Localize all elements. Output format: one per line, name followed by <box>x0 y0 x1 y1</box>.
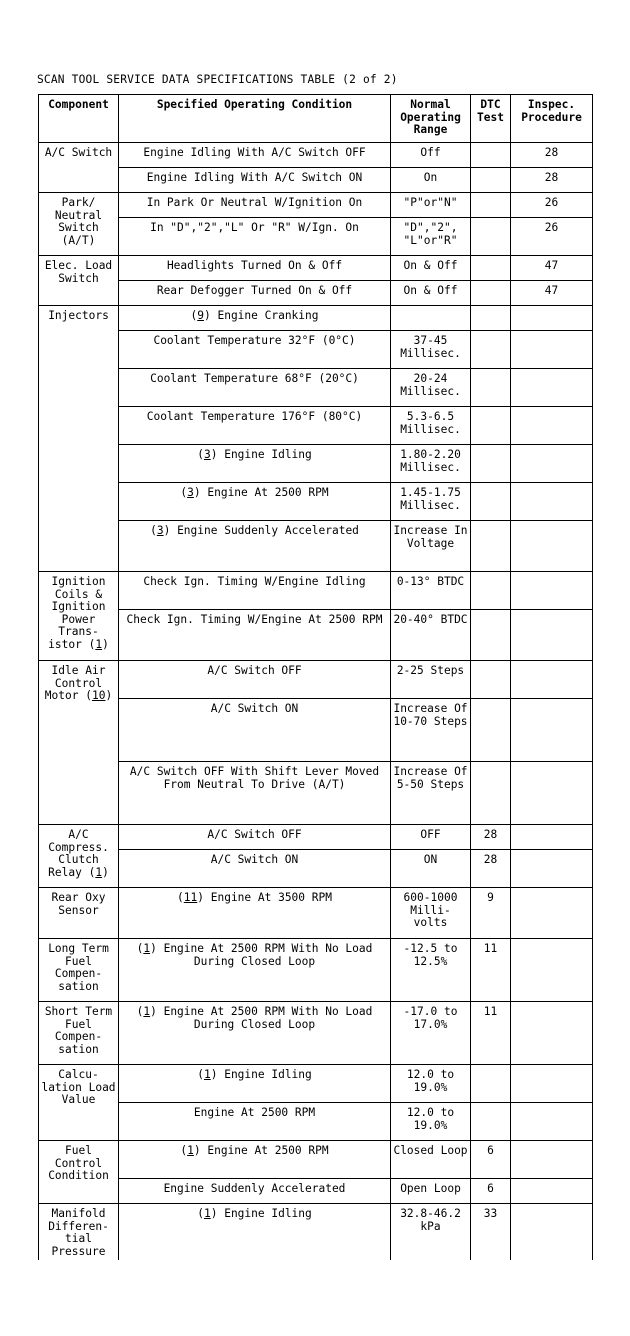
condition-text: Engine At 2500 RPM With No Load During Closed Loop <box>163 1005 373 1031</box>
condition-text: Engine Suddenly Accelerated <box>177 524 359 537</box>
range-cell: OFF <box>391 825 471 850</box>
inspec-cell: 28 <box>511 168 593 193</box>
inspec-cell <box>511 483 593 521</box>
condition-text: Engine At 3500 RPM <box>210 891 332 904</box>
table-row <box>39 143 593 168</box>
table-row <box>39 1103 593 1141</box>
inspec-cell <box>511 521 593 572</box>
component-cell: A/C Compress. Clutch Relay (1) <box>39 825 119 888</box>
range-cell: Increase In Voltage <box>391 521 471 572</box>
footnote-ref: 1 <box>143 1005 151 1018</box>
inspec-cell <box>511 610 593 661</box>
range-cell: 20-24 Millisec. <box>391 369 471 407</box>
table-row <box>39 850 593 888</box>
component-cell: Rear Oxy Sensor <box>39 888 119 939</box>
condition-cell: A/C Switch ON <box>119 699 391 762</box>
dtc-cell <box>471 572 511 610</box>
inspec-cell <box>511 1103 593 1141</box>
inspec-cell <box>511 407 593 445</box>
component-cell: Idle Air Control Motor (10) <box>39 661 119 825</box>
condition-text: Engine At 2500 RPM <box>207 486 329 499</box>
range-cell <box>391 306 471 331</box>
condition-cell: (3) Engine Idling <box>119 445 391 483</box>
inspec-cell <box>511 825 593 850</box>
dtc-cell <box>471 699 511 762</box>
inspec-cell: 26 <box>511 218 593 256</box>
range-cell: 1.45-1.75 Millisec. <box>391 483 471 521</box>
table-row <box>39 445 593 483</box>
dtc-cell <box>471 218 511 256</box>
range-cell: "D","2", "L"or"R" <box>391 218 471 256</box>
range-cell: Increase Of 5-50 Steps <box>391 762 471 825</box>
range-cell: 600-1000 Milli- volts <box>391 888 471 939</box>
condition-text: Engine Idling <box>224 1068 312 1081</box>
range-cell: 20-40° BTDC <box>391 610 471 661</box>
dtc-cell <box>471 143 511 168</box>
inspec-cell <box>511 1065 593 1103</box>
range-cell: "P"or"N" <box>391 193 471 218</box>
component-cell: A/C Switch <box>39 143 119 193</box>
range-cell: ON <box>391 850 471 888</box>
header-inspec: Inspec. Procedure <box>511 95 593 143</box>
dtc-cell <box>471 661 511 699</box>
inspec-cell <box>511 888 593 939</box>
condition-cell: Check Ign. Timing W/Engine Idling <box>119 572 391 610</box>
inspec-cell <box>511 661 593 699</box>
condition-cell: Coolant Temperature 32°F (0°C) <box>119 331 391 369</box>
footnote-ref: 9 <box>197 309 204 322</box>
table-row <box>39 661 593 699</box>
inspec-cell: 26 <box>511 193 593 218</box>
spec-table <box>38 94 593 1260</box>
table-row <box>39 825 593 850</box>
dtc-cell: 6 <box>471 1179 511 1204</box>
condition-text: Engine At 2500 RPM <box>207 1144 329 1157</box>
dtc-cell <box>471 281 511 306</box>
header-condition: Specified Operating Condition <box>119 95 391 143</box>
dtc-cell <box>471 306 511 331</box>
table-row <box>39 256 593 281</box>
dtc-cell: 9 <box>471 888 511 939</box>
condition-cell: A/C Switch OFF <box>119 825 391 850</box>
inspec-cell <box>511 762 593 825</box>
condition-cell: (3) Engine Suddenly Accelerated <box>119 521 391 572</box>
inspec-cell: 28 <box>511 143 593 168</box>
component-cell: Short Term Fuel Compen- sation <box>39 1002 119 1065</box>
condition-cell: A/C Switch OFF With Shift Lever Moved From Neutral To Drive (A/T) <box>119 762 391 825</box>
footnote-ref: 1 <box>203 1068 211 1081</box>
dtc-cell: 28 <box>471 850 511 888</box>
range-cell: 12.0 to 19.0% <box>391 1065 471 1103</box>
range-cell: Off <box>391 143 471 168</box>
condition-cell: (1) Engine Idling <box>119 1204 391 1261</box>
dtc-cell <box>471 407 511 445</box>
dtc-cell <box>471 521 511 572</box>
table-row <box>39 939 593 1002</box>
range-cell: On & Off <box>391 256 471 281</box>
dtc-cell: 28 <box>471 825 511 850</box>
table-row <box>39 1141 593 1179</box>
condition-text: Engine Cranking <box>217 309 319 322</box>
component-cell: Elec. Load Switch <box>39 256 119 306</box>
condition-text: Engine Idling <box>224 448 312 461</box>
inspec-cell <box>511 850 593 888</box>
inspec-cell <box>511 1204 593 1261</box>
dtc-cell <box>471 762 511 825</box>
table-row <box>39 218 593 256</box>
footnote-ref: 3 <box>187 486 194 499</box>
component-cell: Calcu- lation Load Value <box>39 1065 119 1141</box>
condition-cell: (1) Engine At 2500 RPM <box>119 1141 391 1179</box>
range-cell: 1.80-2.20 Millisec. <box>391 445 471 483</box>
table-row <box>39 521 593 572</box>
condition-cell: (9) Engine Cranking <box>119 306 391 331</box>
inspec-cell <box>511 445 593 483</box>
inspec-cell <box>511 369 593 407</box>
spec-table-container <box>38 94 594 1260</box>
footnote-ref: 11 <box>183 891 198 904</box>
dtc-cell: 6 <box>471 1141 511 1179</box>
inspec-cell <box>511 1179 593 1204</box>
dtc-cell <box>471 168 511 193</box>
dtc-cell <box>471 1103 511 1141</box>
condition-cell: (1) Engine At 2500 RPM With No Load During Closed Loop <box>119 1002 391 1065</box>
header-row <box>39 95 593 143</box>
inspec-cell <box>511 1141 593 1179</box>
table-row <box>39 193 593 218</box>
component-cell: Long Term Fuel Compen- sation <box>39 939 119 1002</box>
inspec-cell <box>511 699 593 762</box>
dtc-cell <box>471 193 511 218</box>
header-range: Normal Operating Range <box>391 95 471 143</box>
condition-cell: Engine At 2500 RPM <box>119 1103 391 1141</box>
dtc-cell: 11 <box>471 939 511 1002</box>
dtc-cell <box>471 445 511 483</box>
range-cell: 5.3-6.5 Millisec. <box>391 407 471 445</box>
condition-cell: Engine Suddenly Accelerated <box>119 1179 391 1204</box>
range-cell: 37-45 Millisec. <box>391 331 471 369</box>
range-cell: 12.0 to 19.0% <box>391 1103 471 1141</box>
dtc-cell <box>471 483 511 521</box>
component-cell: Manifold Differen- tial Pressure <box>39 1204 119 1261</box>
condition-cell: Engine Idling With A/C Switch ON <box>119 168 391 193</box>
inspec-cell <box>511 572 593 610</box>
footnote-ref: 1 <box>95 865 103 879</box>
component-cell: Injectors <box>39 306 119 572</box>
condition-text: Engine Idling <box>224 1207 312 1220</box>
table-row <box>39 699 593 762</box>
component-text: A/C Compress. Clutch Relay <box>48 828 109 879</box>
condition-cell: Coolant Temperature 176°F (80°C) <box>119 407 391 445</box>
dtc-cell: 11 <box>471 1002 511 1065</box>
table-row <box>39 1204 593 1261</box>
footnote-ref: 1 <box>203 1207 211 1220</box>
inspec-cell <box>511 306 593 331</box>
table-row <box>39 483 593 521</box>
condition-cell: Check Ign. Timing W/Engine At 2500 RPM <box>119 610 391 661</box>
component-text: Idle Air Control Motor <box>44 664 106 703</box>
condition-cell: (11) Engine At 3500 RPM <box>119 888 391 939</box>
inspec-cell: 47 <box>511 281 593 306</box>
dtc-cell <box>471 1065 511 1103</box>
condition-cell: (1) Engine At 2500 RPM With No Load During Closed Loop <box>119 939 391 1002</box>
header-dtc: DTC Test <box>471 95 511 143</box>
inspec-cell <box>511 939 593 1002</box>
condition-cell: (1) Engine Idling <box>119 1065 391 1103</box>
condition-text: Engine At 2500 RPM With No Load During Closed Loop <box>163 942 373 968</box>
range-cell: Closed Loop <box>391 1141 471 1179</box>
table-row <box>39 369 593 407</box>
condition-cell: In Park Or Neutral W/Ignition On <box>119 193 391 218</box>
range-cell: Open Loop <box>391 1179 471 1204</box>
range-cell: Increase Of 10-70 Steps <box>391 699 471 762</box>
table-caption: SCAN TOOL SERVICE DATA SPECIFICATIONS TABLE (2 of 2) <box>37 73 398 86</box>
component-cell: Fuel Control Condition <box>39 1141 119 1204</box>
footnote-ref: 1 <box>143 942 151 955</box>
footnote-ref: 10 <box>91 689 106 703</box>
footnote-ref: 3 <box>203 448 211 461</box>
table-row <box>39 572 593 610</box>
table-row <box>39 168 593 193</box>
inspec-cell: 47 <box>511 256 593 281</box>
footnote-ref: 1 <box>95 637 103 651</box>
range-cell: -12.5 to 12.5% <box>391 939 471 1002</box>
table-row <box>39 888 593 939</box>
condition-cell: Engine Idling With A/C Switch OFF <box>119 143 391 168</box>
condition-cell: (3) Engine At 2500 RPM <box>119 483 391 521</box>
table-row <box>39 762 593 825</box>
component-text: Ignition Coils & Ignition Power Trans- istor <box>48 575 106 651</box>
condition-cell: Headlights Turned On & Off <box>119 256 391 281</box>
range-cell: On & Off <box>391 281 471 306</box>
table-row <box>39 1179 593 1204</box>
inspec-cell <box>511 331 593 369</box>
range-cell: -17.0 to 17.0% <box>391 1002 471 1065</box>
table-row <box>39 306 593 331</box>
range-cell: On <box>391 168 471 193</box>
range-cell: 2-25 Steps <box>391 661 471 699</box>
range-cell: 32.8-46.2 kPa <box>391 1204 471 1261</box>
dtc-cell <box>471 256 511 281</box>
component-cell: Ignition Coils & Ignition Power Trans- istor (1) <box>39 572 119 661</box>
inspec-cell <box>511 1002 593 1065</box>
dtc-cell <box>471 369 511 407</box>
condition-cell: A/C Switch ON <box>119 850 391 888</box>
condition-cell: In "D","2","L" Or "R" W/Ign. On <box>119 218 391 256</box>
header-component: Component <box>39 95 119 143</box>
condition-cell: A/C Switch OFF <box>119 661 391 699</box>
footnote-ref: 1 <box>187 1144 194 1157</box>
table-row <box>39 331 593 369</box>
condition-cell: Rear Defogger Turned On & Off <box>119 281 391 306</box>
footnote-ref: 3 <box>156 524 164 537</box>
table-row <box>39 281 593 306</box>
table-row <box>39 1002 593 1065</box>
dtc-cell <box>471 331 511 369</box>
component-cell: Park/ Neutral Switch (A/T) <box>39 193 119 256</box>
table-row <box>39 407 593 445</box>
range-cell: 0-13° BTDC <box>391 572 471 610</box>
dtc-cell: 33 <box>471 1204 511 1261</box>
dtc-cell <box>471 610 511 661</box>
table-row <box>39 1065 593 1103</box>
condition-cell: Coolant Temperature 68°F (20°C) <box>119 369 391 407</box>
table-row <box>39 610 593 661</box>
